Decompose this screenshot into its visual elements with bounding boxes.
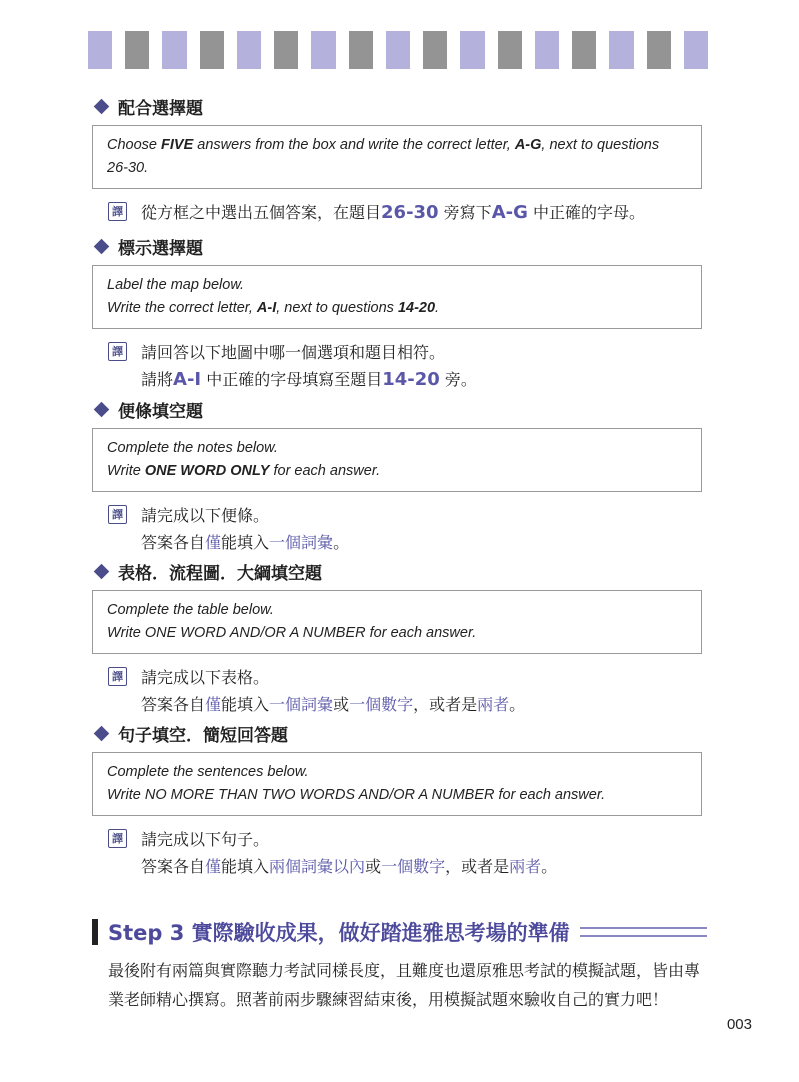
header-stripe (125, 31, 149, 69)
text: 。 (509, 695, 526, 714)
highlight-text: 僅 (205, 857, 222, 876)
text: 答案各自 (141, 695, 206, 714)
instruction-line-1 (107, 134, 687, 157)
translation-lines (141, 502, 349, 556)
text-bold: ONE WORD ONLY (144, 463, 270, 479)
text-bold: FIVE (161, 137, 194, 153)
instruction-line-1: Complete the sentences below. (107, 764, 309, 780)
heading-double-rule (580, 927, 707, 937)
header-stripe (609, 31, 633, 69)
text: 或 (365, 857, 382, 876)
instruction-box (92, 428, 702, 492)
header-stripe (88, 31, 112, 69)
translation-icon: 譯 (108, 505, 127, 524)
text: Write (107, 463, 145, 479)
highlight-text: 14-20 (382, 369, 440, 390)
instruction-box (92, 125, 702, 189)
step-title: Step 3 實際驗收成果，做好踏進雅思考場的準備 (108, 921, 570, 945)
translation-line-1: 請回答以下地圖中哪一個選項和題目相符。 (141, 343, 446, 362)
text: 。 (541, 857, 558, 876)
instruction-line-1: Complete the notes below. (107, 440, 278, 456)
text: 旁寫下 (438, 203, 492, 222)
diamond-bullet-icon (94, 98, 110, 114)
text: 答案各自 (141, 533, 206, 552)
text: Write the correct letter, (107, 300, 257, 316)
text-bold: A-I (256, 300, 277, 316)
text-bold: 14-20 (397, 300, 436, 316)
section-title-text: 表格．流程圖．大綱填空題 (118, 563, 322, 584)
instruction-line-1: Complete the table below. (107, 602, 274, 618)
text: , next to questions (541, 137, 660, 153)
text: 從方框之中選出五個答案，在題目 (141, 203, 382, 222)
header-stripe (572, 31, 596, 69)
translation (92, 502, 712, 556)
translation (92, 199, 712, 226)
text: for each answer. (269, 463, 381, 479)
text: 中正確的字母。 (527, 203, 645, 222)
page-number: 003 (726, 1016, 752, 1033)
translation-line-2 (141, 366, 477, 393)
text: Choose (107, 137, 162, 153)
highlight-text: A-G (491, 202, 528, 223)
translation-line-2 (141, 529, 349, 556)
highlight-text: 一個數字 (349, 695, 414, 714)
section-title-text: 便條填空題 (118, 401, 203, 422)
header-stripe (162, 31, 186, 69)
header-stripe-band (88, 31, 708, 69)
text-bold: A-G (514, 137, 542, 153)
translation-icon: 譯 (108, 829, 127, 848)
step-heading (92, 916, 707, 948)
text: ，或者是 (413, 695, 478, 714)
translation-icon: 譯 (108, 202, 127, 221)
section-matching (92, 93, 712, 226)
highlight-text: 僅 (205, 533, 222, 552)
text: 能填入 (221, 857, 270, 876)
header-stripe (311, 31, 335, 69)
text: 中正確的字母填寫至題目 (201, 370, 383, 389)
highlight-text: A-I (173, 369, 202, 390)
translation-icon: 譯 (108, 667, 127, 686)
instruction-line-2: Write NO MORE THAN TWO WORDS AND/OR A NUMBER for each answer. (107, 787, 606, 803)
translation (92, 664, 712, 718)
section-sentence (92, 720, 712, 880)
translation-lines (141, 664, 525, 718)
header-stripe (460, 31, 484, 69)
section-title (92, 93, 712, 119)
section-title (92, 233, 712, 259)
header-stripe (684, 31, 708, 69)
text: 旁。 (439, 370, 477, 389)
section-title (92, 558, 712, 584)
step-description: 最後附有兩篇與實際聽力考試同樣長度，且難度也還原雅思考試的模擬試題，皆由專業老師精心撰寫。照著前兩步驟練習結束後，用模擬試題來驗收自己的實力吧！ (108, 961, 701, 1009)
diamond-bullet-icon (94, 725, 110, 741)
translation-lines (141, 199, 645, 226)
diamond-bullet-icon (94, 238, 110, 254)
diamond-bullet-icon (94, 563, 110, 579)
highlight-text: 僅 (205, 695, 222, 714)
highlight-text: 26-30 (381, 202, 439, 223)
highlight-text: 兩者 (509, 857, 542, 876)
section-table (92, 558, 712, 718)
translation-icon: 譯 (108, 342, 127, 361)
text: . (435, 300, 440, 316)
text: 請將 (141, 370, 174, 389)
instruction-box (92, 590, 702, 654)
translation-lines (141, 826, 557, 880)
header-stripe (535, 31, 559, 69)
translation-line-1: 請完成以下表格。 (141, 668, 270, 687)
text: , next to questions (276, 300, 398, 316)
translation-line-1: 請完成以下句子。 (141, 830, 270, 849)
header-stripe (386, 31, 410, 69)
translation-line-1 (141, 199, 645, 226)
text: 答案各自 (141, 857, 206, 876)
section-title-text: 句子填空．簡短回答題 (118, 725, 288, 746)
text: 能填入 (221, 533, 270, 552)
diamond-bullet-icon (94, 401, 110, 417)
instruction-box (92, 752, 702, 816)
instruction-line-2 (107, 460, 687, 483)
section-notes (92, 396, 712, 556)
translation-line-2 (141, 691, 525, 718)
header-stripe (349, 31, 373, 69)
text: 能填入 (221, 695, 270, 714)
highlight-text: 兩者 (477, 695, 510, 714)
header-stripe (200, 31, 224, 69)
heading-bar (92, 919, 98, 945)
section-map (92, 233, 712, 393)
instruction-line-2 (107, 297, 687, 320)
translation (92, 339, 712, 393)
translation-line-2 (141, 853, 557, 880)
header-stripe (647, 31, 671, 69)
translation (92, 826, 712, 880)
instruction-line-2: 26-30. (107, 160, 149, 176)
highlight-text: 一個詞彙 (269, 533, 334, 552)
highlight-text: 一個詞彙 (269, 695, 334, 714)
section-title-text: 配合選擇題 (118, 98, 203, 119)
instruction-line-2: Write ONE WORD AND/OR A NUMBER for each answer. (107, 625, 477, 641)
translation-line-1: 請完成以下便條。 (141, 506, 270, 525)
translation-lines (141, 339, 477, 393)
text: answers from the box and write the correct letter, (193, 137, 515, 153)
text: 或 (333, 695, 350, 714)
text: 。 (333, 533, 350, 552)
section-title-text: 標示選擇題 (118, 238, 203, 259)
highlight-text: 兩個詞彙以內 (269, 857, 366, 876)
header-stripe (423, 31, 447, 69)
section-title (92, 396, 712, 422)
header-stripe (237, 31, 261, 69)
header-stripe (498, 31, 522, 69)
header-stripe (274, 31, 298, 69)
instruction-box (92, 265, 702, 329)
instruction-line-1: Label the map below. (107, 277, 245, 293)
text: ，或者是 (445, 857, 510, 876)
highlight-text: 一個數字 (381, 857, 446, 876)
section-title (92, 720, 712, 746)
